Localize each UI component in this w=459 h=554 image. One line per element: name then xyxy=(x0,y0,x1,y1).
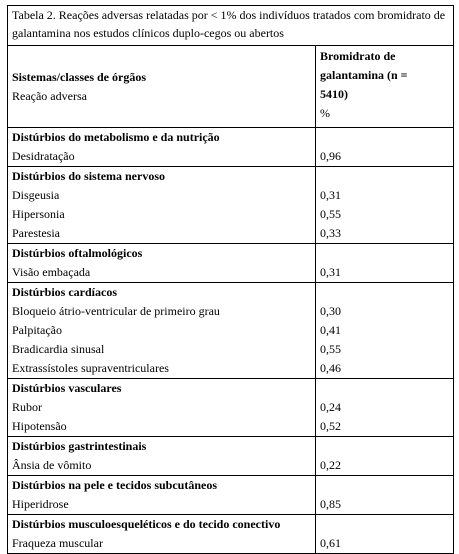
section-title: Distúrbios na pele e tecidos subcutâneos xyxy=(12,478,218,492)
header-unit: % xyxy=(320,106,330,120)
reaction-name: Disgeusia xyxy=(12,188,60,202)
header-right-cell xyxy=(316,46,454,128)
reaction-name: Hipotensão xyxy=(12,419,67,433)
section-row xyxy=(8,167,454,244)
section-names-cell xyxy=(8,167,316,244)
header-drug-line3: 5410) xyxy=(320,87,348,101)
reaction-name: Extrassístoles supraventriculares xyxy=(12,361,169,375)
header-row xyxy=(8,46,454,128)
reaction-name: Ânsia de vômito xyxy=(12,458,92,472)
section-values-cell xyxy=(316,437,454,476)
header-left-cell xyxy=(8,46,316,128)
section-row xyxy=(8,379,454,437)
section-row xyxy=(8,283,454,379)
reaction-value: 0,31 xyxy=(320,265,341,279)
section-values-cell xyxy=(316,128,454,167)
reaction-value: 0,85 xyxy=(320,497,341,511)
section-names-cell xyxy=(8,437,316,476)
table-caption: Tabela 2. Reações adversas relatadas por < 1% dos indivíduos tratados com bromidrato de galantamina nos estudos clínicos duplo-cegos ou abertos xyxy=(8,6,454,46)
section-title: Distúrbios oftalmológicos xyxy=(12,246,143,260)
header-reaction-label: Reação adversa xyxy=(12,89,87,103)
reaction-value: 0,22 xyxy=(320,458,341,472)
reaction-value: 0,41 xyxy=(320,323,341,337)
reaction-value: 0,61 xyxy=(320,536,341,550)
section-title: Distúrbios do sistema nervoso xyxy=(12,169,166,183)
section-title: Distúrbios vasculares xyxy=(12,381,122,395)
reaction-value: 0,30 xyxy=(320,304,341,318)
section-row xyxy=(8,244,454,283)
reaction-name: Hiperidrose xyxy=(12,497,69,511)
section-values-cell xyxy=(316,167,454,244)
reaction-name: Rubor xyxy=(12,400,42,414)
section-names-cell xyxy=(8,379,316,437)
section-row xyxy=(8,128,454,167)
section-row xyxy=(8,515,454,554)
reaction-name: Fraqueza muscular xyxy=(12,536,103,550)
section-values-cell xyxy=(316,244,454,283)
section-title: Distúrbios do metabolismo e da nutrição xyxy=(12,130,220,144)
reaction-name: Palpitação xyxy=(12,323,62,337)
reaction-value: 0,31 xyxy=(320,188,341,202)
section-names-cell xyxy=(8,476,316,515)
reaction-value: 0,55 xyxy=(320,207,341,221)
caption-row xyxy=(8,6,454,46)
reaction-name: Bradicardia sinusal xyxy=(12,342,105,356)
section-names-cell xyxy=(8,128,316,167)
section-row xyxy=(8,476,454,515)
header-drug-line1: Bromidrato de xyxy=(320,49,396,63)
section-title: Distúrbios musculoesqueléticos e do tecido conectivo xyxy=(12,517,281,531)
reaction-value: 0,24 xyxy=(320,400,341,414)
section-title: Distúrbios cardíacos xyxy=(12,285,117,299)
section-values-cell xyxy=(316,379,454,437)
section-names-cell xyxy=(8,283,316,379)
section-names-cell xyxy=(8,515,316,554)
reaction-name: Hipersonia xyxy=(12,207,65,221)
section-values-cell xyxy=(316,476,454,515)
reaction-value: 0,33 xyxy=(320,226,341,240)
reaction-name: Parestesia xyxy=(12,226,60,240)
section-row xyxy=(8,437,454,476)
section-names-cell xyxy=(8,244,316,283)
header-drug-line2: galantamina (n = xyxy=(320,68,408,82)
reaction-value: 0,52 xyxy=(320,419,341,433)
reaction-name: Visão embaçada xyxy=(12,265,91,279)
reaction-value: 0,55 xyxy=(320,342,341,356)
section-title: Distúrbios gastrintestinais xyxy=(12,439,147,453)
section-values-cell xyxy=(316,515,454,554)
reaction-name: Bloqueio átrio-ventricular de primeiro grau xyxy=(12,304,220,318)
reaction-value: 0,46 xyxy=(320,361,341,375)
section-values-cell xyxy=(316,283,454,379)
reaction-name: Desidratação xyxy=(12,149,75,163)
adverse-reactions-table xyxy=(7,5,454,554)
reaction-value: 0,96 xyxy=(320,149,341,163)
table-body xyxy=(8,128,454,554)
header-systems-label: Sistemas/classes de órgãos xyxy=(12,70,146,84)
